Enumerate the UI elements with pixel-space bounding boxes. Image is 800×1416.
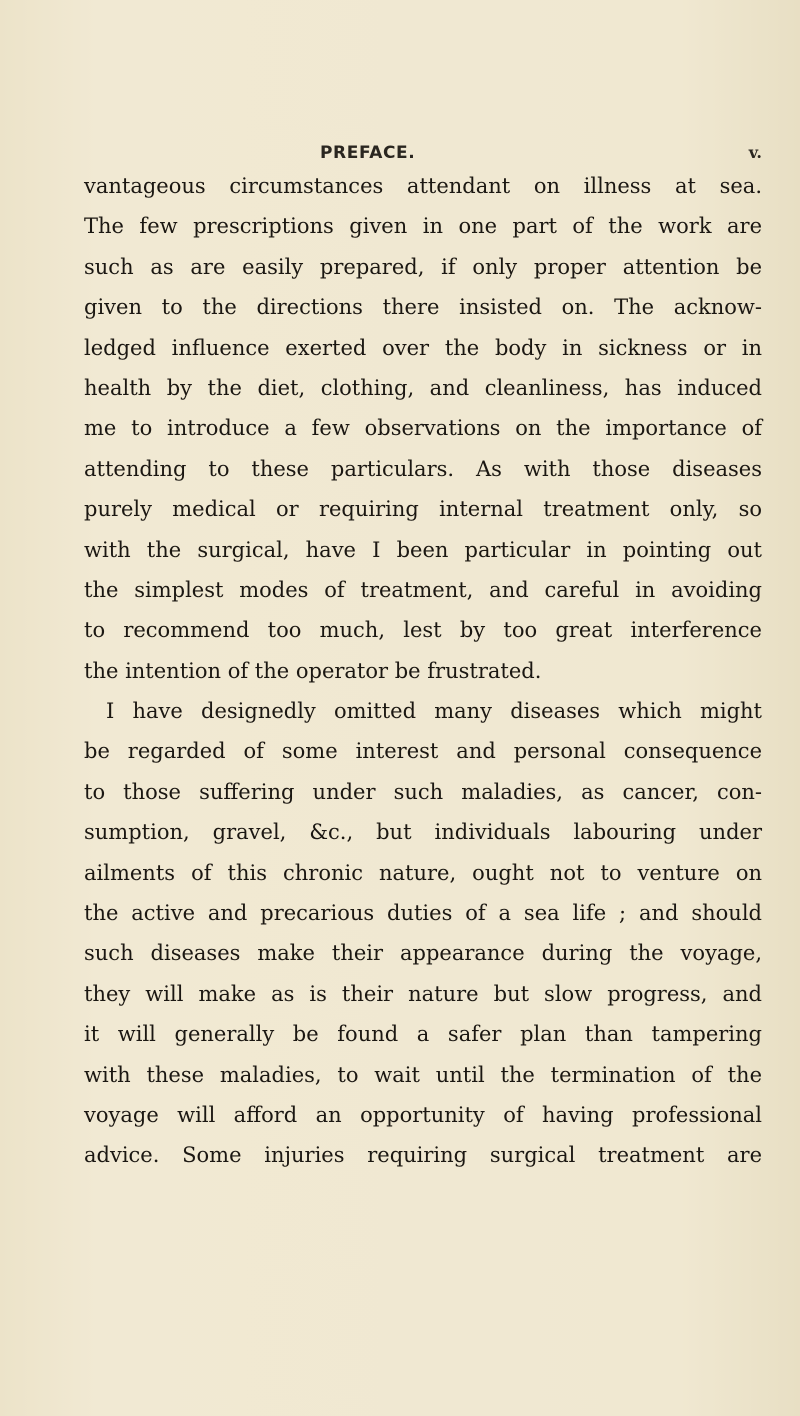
- text-line: The few prescriptions given in one part of the work are: [84, 214, 762, 239]
- text-line: such as are easily prepared, if only proper attention be: [84, 254, 762, 279]
- text-line: to recommend too much, lest by too great interference: [84, 618, 762, 643]
- text-line: attending to these particulars. As with those diseases: [84, 456, 762, 481]
- text-line: advice. Some injuries requiring surgical treatment are: [84, 1143, 762, 1168]
- text-line: given to the directions there insisted on. The acknow-: [84, 295, 762, 320]
- text-line: sumption, gravel, &c., but individuals labouring under: [84, 820, 762, 845]
- text-line: they will make as is their nature but slow progress, and: [84, 981, 762, 1006]
- text-line: such diseases make their appearance during the voyage,: [84, 941, 762, 966]
- page-title: PREFACE.: [320, 143, 416, 163]
- text-line: health by the diet, clothing, and cleanliness, has induced: [84, 375, 762, 400]
- text-line: vantageous circumstances attendant on illness at sea.: [84, 174, 762, 198]
- running-head: [150, 143, 762, 167]
- text-line: purely medical or requiring internal treatment only, so: [84, 497, 762, 522]
- text-line: it will generally be found a safer plan than tampering: [84, 1022, 762, 1047]
- page-number: v.: [748, 143, 762, 162]
- text-line: ailments of this chronic nature, ought not to venture on: [84, 860, 762, 885]
- text-line: the simplest modes of treatment, and careful in avoiding: [84, 577, 762, 602]
- text-line: be regarded of some interest and personal consequence: [84, 739, 762, 764]
- text-line: with these maladies, to wait until the termination of the: [84, 1062, 762, 1087]
- text-line: the intention of the operator be frustrated.: [84, 658, 542, 683]
- text-line: voyage will afford an opportunity of having professional: [84, 1102, 762, 1127]
- text-line: with the surgical, have I been particular in pointing out: [84, 537, 762, 562]
- text-line: the active and precarious duties of a sea life ; and should: [84, 901, 762, 926]
- text-line: to those suffering under such maladies, as cancer, con-: [84, 779, 762, 804]
- body-text: [84, 166, 762, 1176]
- text-line: me to introduce a few observations on the importance of: [84, 416, 762, 441]
- text-line: I have designedly omitted many diseases which might: [106, 699, 762, 724]
- text-line: ledged influence exerted over the body in sickness or in: [84, 335, 762, 360]
